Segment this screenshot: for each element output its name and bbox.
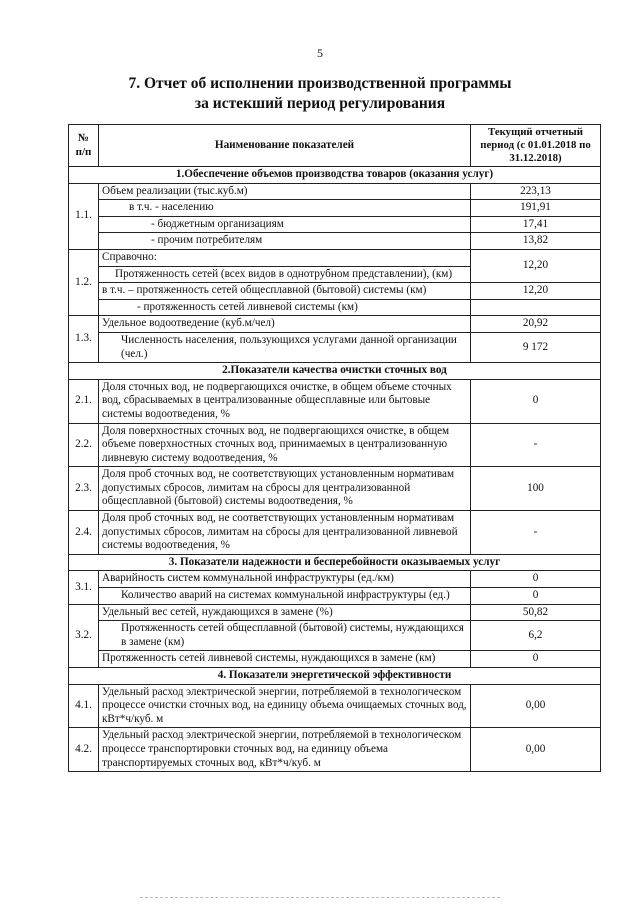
table-row (69, 299, 601, 316)
row-value: 0,00 (471, 728, 601, 772)
scan-edge-divider (140, 897, 500, 899)
row-name: Удельное водоотведение (куб.м/чел) (99, 316, 471, 333)
row-name: в т.ч. - населению (99, 200, 471, 217)
table-row (69, 216, 601, 233)
row-name: Доля проб сточных вод, не соответствующих установленным нормативам допустимых сбросов, лимитам на сбросы для централизованной ливневой системы водоотведения, % (99, 511, 471, 555)
row-value: - (471, 511, 601, 555)
row-value: 13,82 (471, 233, 601, 250)
row-number: 2.3. (69, 467, 99, 511)
table-row (69, 379, 601, 423)
table-row (69, 588, 601, 605)
row-name: Протяженность сетей (всех видов в однотрубном представлении), (км) (99, 266, 471, 283)
header-value: Текущий отчетный период (с 01.01.2018 по 31.12.2018) (471, 125, 601, 167)
row-value: 50,82 (471, 604, 601, 621)
report-table (68, 124, 601, 772)
header-num: № п/п (69, 125, 99, 167)
row-value: 0 (471, 651, 601, 668)
section-row (69, 363, 601, 380)
row-number: 3.1. (69, 571, 99, 604)
row-value: 12,20 (471, 249, 601, 282)
row-number: 2.1. (69, 379, 99, 423)
row-name: Справочно: (99, 249, 471, 266)
row-value: 0,00 (471, 684, 601, 728)
row-name: Протяженность сетей общесплавной (бытовой) системы, нуждающихся в замене (км) (99, 621, 471, 651)
table-row (69, 621, 601, 651)
row-name: - протяженность сетей ливневой системы (км) (99, 299, 471, 316)
table-header-row (69, 125, 601, 167)
table-row (69, 200, 601, 217)
title-line-2: за истекший период регулирования (194, 95, 446, 112)
row-number: 2.2. (69, 423, 99, 467)
table-row (69, 423, 601, 467)
row-value: 12,20 (471, 283, 601, 300)
row-name: - бюджетным организациям (99, 216, 471, 233)
header-name: Наименование показателей (99, 125, 471, 167)
table-row (69, 511, 601, 555)
table-row (69, 249, 601, 266)
section-1-title: 1.Обеспечение объемов производства товаров (оказания услуг) (69, 167, 601, 184)
row-value: 0 (471, 379, 601, 423)
row-name: Доля проб сточных вод, не соответствующих установленным нормативам допустимых сбросов, лимитам на сбросы для централизованной общесплавной (бытовой) системы водоотведения, % (99, 467, 471, 511)
row-name: Количество аварий на системах коммунальной инфраструктуры (ед.) (99, 588, 471, 605)
row-name: Аварийность систем коммунальной инфраструктуры (ед./км) (99, 571, 471, 588)
row-name: Удельный расход электрической энергии, потребляемой в технологическом процессе транспортировки сточных вод, на единицу объема транспортируемых сточных вод, кВт*ч/куб. м (99, 728, 471, 772)
row-value: 100 (471, 467, 601, 511)
section-row (69, 167, 601, 184)
table-row (69, 467, 601, 511)
row-name: Объем реализации (тыс.куб.м) (99, 183, 471, 200)
table-row (69, 684, 601, 728)
document-title (0, 74, 640, 114)
row-value: 20,92 (471, 316, 601, 333)
page-number: 5 (317, 46, 323, 60)
table-row (69, 728, 601, 772)
table-row (69, 332, 601, 362)
title-line-1: 7. Отчет об исполнении производственной программы (128, 75, 512, 92)
row-name: в т.ч. – протяженность сетей общесплавной (бытовой) системы (км) (99, 283, 471, 300)
table-row (69, 283, 601, 300)
row-value: 223,13 (471, 183, 601, 200)
table-row (69, 233, 601, 250)
row-value (471, 299, 601, 316)
row-name: Удельный вес сетей, нуждающихся в замене (%) (99, 604, 471, 621)
table-row (69, 571, 601, 588)
section-row (69, 554, 601, 571)
table-row (69, 183, 601, 200)
section-2-title: 2.Показатели качества очистки сточных вод (69, 363, 601, 380)
row-name: Удельный расход электрической энергии, потребляемой в технологическом процессе очистки сточных вод, на единицу объема очищаемых сточных вод, кВт*ч/куб. м (99, 684, 471, 728)
row-number: 3.2. (69, 604, 99, 667)
row-number: 1.1. (69, 183, 99, 249)
row-value: 0 (471, 588, 601, 605)
row-value: 17,41 (471, 216, 601, 233)
table-row (69, 651, 601, 668)
row-name: - прочим потребителям (99, 233, 471, 250)
section-4-title: 4. Показатели энергетической эффективности (69, 668, 601, 685)
row-number: 1.2. (69, 249, 99, 315)
row-number: 2.4. (69, 511, 99, 555)
row-value: - (471, 423, 601, 467)
row-number: 1.3. (69, 316, 99, 363)
row-number: 4.2. (69, 728, 99, 772)
row-name: Протяженность сетей ливневой системы, нуждающихся в замене (км) (99, 651, 471, 668)
row-value: 9 172 (471, 332, 601, 362)
row-name: Доля сточных вод, не подвергающихся очистке, в общем объеме сточных вод, сбрасываемых в централизованные общесплавные или бытовые системы водоотведения, % (99, 379, 471, 423)
row-value: 191,91 (471, 200, 601, 217)
table-row (69, 316, 601, 333)
table-row (69, 604, 601, 621)
row-value: 6,2 (471, 621, 601, 651)
row-value: 0 (471, 571, 601, 588)
row-name: Численность населения, пользующихся услугами данной организации (чел.) (99, 332, 471, 362)
section-3-title: 3. Показатели надежности и бесперебойности оказываемых услуг (69, 554, 601, 571)
section-row (69, 668, 601, 685)
row-name: Доля поверхностных сточных вод, не подвергающихся очистке, в общем объеме поверхностных сточных вод, принимаемых в централизованную ливневую систему водоотведения, % (99, 423, 471, 467)
row-number: 4.1. (69, 684, 99, 728)
